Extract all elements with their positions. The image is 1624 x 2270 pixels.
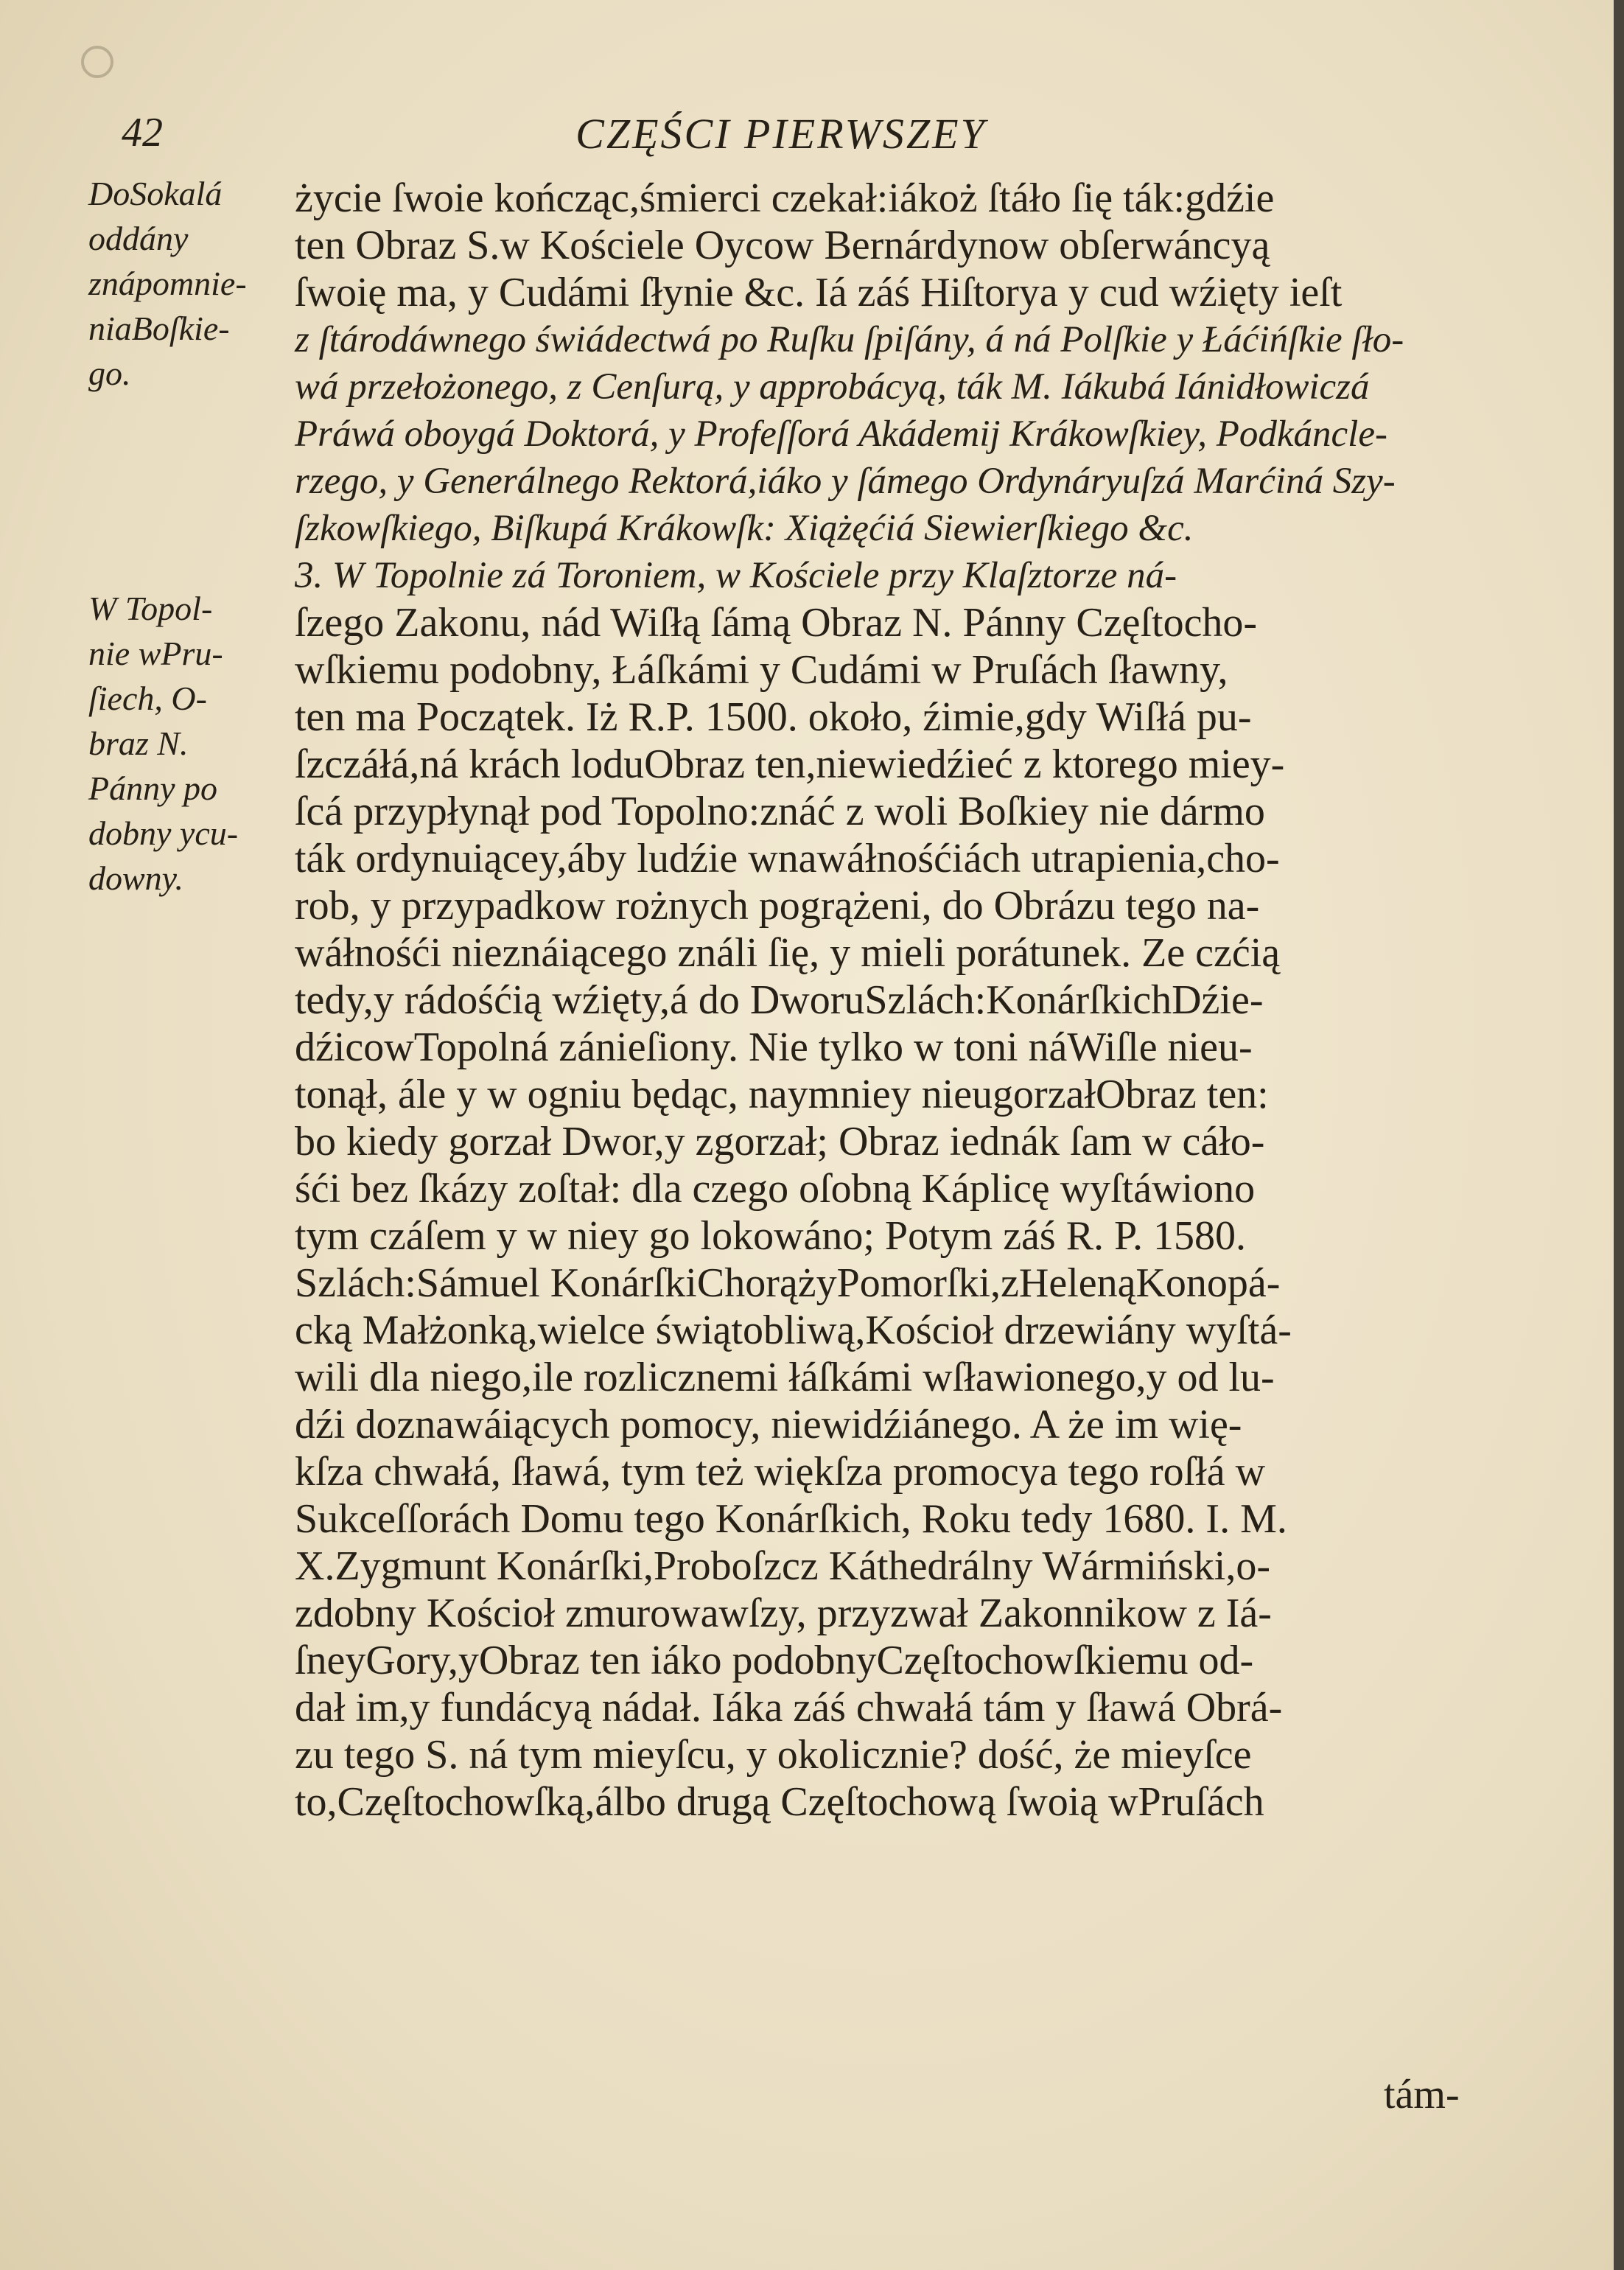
- text-line: Szlách:Sámuel KonárſkiChorążyPomorſki,zHelenąKonopá-: [295, 1260, 1281, 1306]
- running-title: CZĘŚCI PIERWSZEY: [575, 110, 987, 158]
- text-line: ſzkowſkiego, Biſkupá Krákowſk: Xiążęćiá Siewierſkiego &c.: [295, 508, 1194, 549]
- text-line: ten ma Początek. Iż R.P. 1500. około, źimie,gdy Wiſłá pu-: [295, 694, 1252, 740]
- text-line: ták ordynuiącey,áby ludźie wnawáłnośćiách utrapienia,cho-: [295, 836, 1280, 881]
- text-line: wáłnośći nieznáiącego ználi ſię, y mieli porátunek. Ze czćią: [295, 930, 1281, 976]
- text-line: zdobny Kościoł zmurowawſzy, przyzwał Zakonnikow z Iá-: [295, 1590, 1272, 1636]
- text-line: wá przełożonego, z Cenſurą, y approbácyą, ták M. Iákubá Iánidłowiczá: [295, 366, 1370, 408]
- text-line: X.Zygmunt Konárſki,Proboſzcz Káthedrálny Wármiński,o-: [295, 1543, 1270, 1589]
- text-line: [295, 1873, 1547, 1920]
- catchword: tám-: [1384, 2072, 1460, 2117]
- text-line: dźi doznawáiących pomocy, niewidźiánego. A że im wię-: [295, 1402, 1242, 1447]
- book-binding-edge: [1614, 0, 1624, 2270]
- text-line: wili dla niego,ile rozlicznemi łáſkámi wſławionego,y od lu-: [295, 1355, 1275, 1400]
- margin-note-2: W Topol- nie wPru- ſiech, O- braz N. Pánny po dobny ycu- downy.: [88, 590, 239, 897]
- text-line: [295, 1920, 1547, 1967]
- body-text: [295, 175, 1547, 2061]
- text-line: ſwoię ma, y Cudámi ſłynie &c. Iá záś Hiſtorya y cud wźięty ieſt: [295, 270, 1343, 315]
- text-line: ſzego Zakonu, nád Wiſłą ſámą Obraz N. Pánny Częſtocho-: [295, 600, 1258, 646]
- text-line: śći bez ſkázy zoſtał: dla czego oſobną Káplicę wyſtáwiono: [295, 1166, 1256, 1212]
- text-line: zu tego S. ná tym mieyſcu, y okolicznie? dość, że mieyſce: [295, 1732, 1252, 1778]
- text-line: [295, 2014, 1547, 2061]
- text-line: dźicowTopolná zánieſiony. Nie tylko w toni náWiſle nieu-: [295, 1024, 1253, 1070]
- page-number: 42: [122, 110, 163, 156]
- text-line: dał im,y fundácyą nádał. Iáka záś chwałá tám y ſławá Obrá-: [295, 1685, 1283, 1731]
- text-line: bo kiedy gorzał Dwor,y zgorzał; Obraz iednák ſam w cáło-: [295, 1119, 1265, 1164]
- text-line: wſkiemu podobny, Łáſkámi y Cudámi w Pruſách ſławny,: [295, 647, 1228, 693]
- text-line: tedy,y rádośćią wźięty,á do DworuSzlách:KonárſkichDźie-: [295, 977, 1264, 1023]
- text-line: to,Częſtochowſką,álbo drugą Częſtochową ſwoią wPruſách: [295, 1779, 1264, 1825]
- text-line: życie ſwoie kończąc,śmierci czekał:iákoż ſtáło ſię ták:gdźie: [295, 175, 1275, 221]
- text-line: ſcá przypłynął pod Topolno:znáć z woli Boſkiey nie dármo: [295, 789, 1265, 834]
- text-line: Práwá oboygá Doktorá, y Profeſſorá Akádemij Krákowſkiey, Podkáncle-: [295, 413, 1387, 455]
- margin-note-1: DoSokalá oddány znápomnie- niaBoſkie- go.: [88, 175, 247, 392]
- text-line: ten Obraz S.w Kościele Oycow Bernárdynow obſerwáncyą: [295, 223, 1270, 268]
- text-line: ſneyGory,yObraz ten iáko podobnyCzęſtochowſkiemu od-: [295, 1638, 1254, 1683]
- text-line: tym czáſem y w niey go lokowáno; Potym záś R. P. 1580.: [295, 1213, 1246, 1259]
- text-line: tonął, ále y w ogniu będąc, naymniey nieugorzałObraz ten:: [295, 1072, 1269, 1117]
- text-line: cką Małżonką,wielce świątobliwą,Kościoł drzewiány wyſtá-: [295, 1307, 1292, 1353]
- text-line: rob, y przypadkow rożnych pogrążeni, do Obrázu tego na-: [295, 883, 1260, 929]
- text-line: ſzczáłá,ná krách loduObraz ten,niewiedźieć z ktorego miey-: [295, 741, 1285, 787]
- text-line: [295, 1826, 1547, 1873]
- text-line: kſza chwałá, ſławá, tym też więkſza promocya tego roſłá w: [295, 1449, 1266, 1495]
- text-line: Sukceſſorách Domu tego Konárſkich, Roku tedy 1680. I. M.: [295, 1496, 1287, 1542]
- text-line: [295, 1967, 1547, 2014]
- text-line: rzego, y Generálnego Rektorá,iáko y ſámego Ordynáryuſzá Marćiná Szy-: [295, 461, 1396, 502]
- text-line: z ſtárodáwnego świádectwá po Ruſku ſpiſány, á ná Polſkie y Łáćińſkie ſło-: [295, 319, 1404, 360]
- text-line: 3. W Topolnie zá Toroniem, w Kościele przy Klaſztorze ná-: [295, 555, 1177, 596]
- page-hole: [81, 46, 113, 78]
